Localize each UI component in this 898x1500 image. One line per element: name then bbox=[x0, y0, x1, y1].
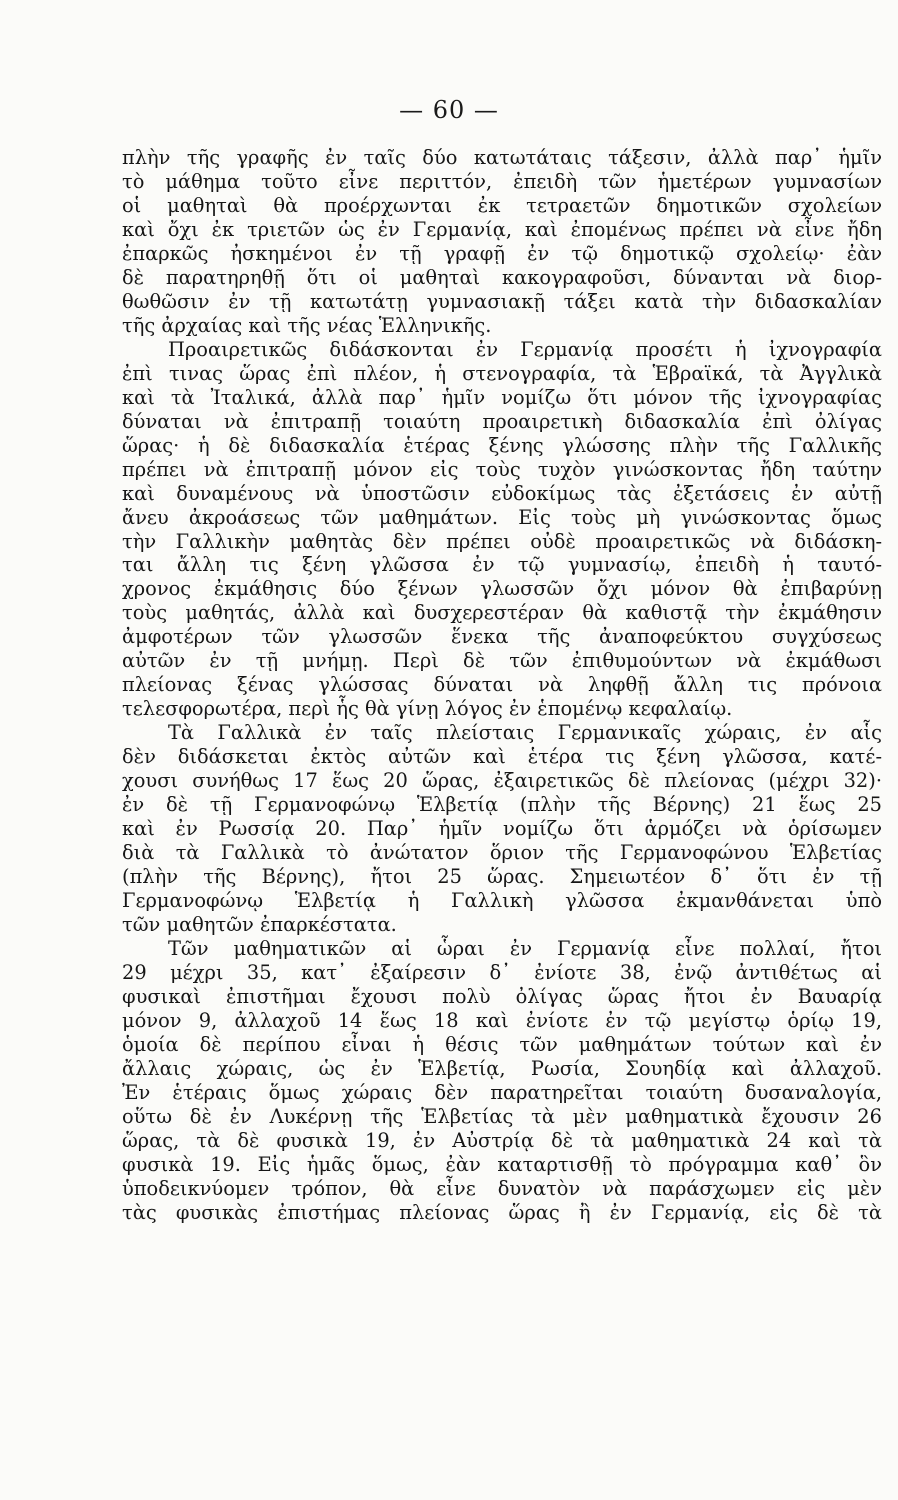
body-text bbox=[122, 146, 882, 1225]
text-line: καὶ ἐν Ρωσσίᾳ 20. Παρ᾽ ἡμῖν νομίζω ὅτι ἁρμόζει νὰ ὁρίσωμεν bbox=[122, 817, 882, 841]
page-number: — 60 — bbox=[399, 96, 499, 124]
text-line: ἄνευ ἀκροάσεως τῶν μαθημάτων. Εἰς τοὺς μὴ γινώσκοντας ὅμως bbox=[122, 505, 882, 529]
text-line: ἄλλαις χώραις, ὡς ἐν Ἑλβετίᾳ, Ρωσία, Σουηδίᾳ καὶ ἀλλαχοῦ. bbox=[122, 1056, 882, 1080]
text-line: ὁμοία δὲ περίπου εἶναι ἡ θέσις τῶν μαθημάτων τούτων καὶ ἐν bbox=[122, 1032, 882, 1056]
text-line: δύναται νὰ ἐπιτραπῇ τοιαύτη προαιρετικὴ διδασκαλία ἐπὶ ὀλίγας bbox=[122, 409, 882, 433]
text-line: πρέπει νὰ ἐπιτραπῇ μόνον εἰς τοὺς τυχὸν γινώσκοντας ἤδη ταύτην bbox=[122, 457, 882, 481]
text-line: διὰ τὰ Γαλλικὰ τὸ ἀνώτατον ὅριον τῆς Γερμανοφώνου Ἑλβετίας bbox=[122, 841, 882, 865]
text-line: τὴν Γαλλικὴν μαθητὰς δὲν πρέπει οὐδὲ προαιρετικῶς νὰ διδάσκη- bbox=[122, 529, 882, 553]
text-line: χουσι συνήθως 17 ἕως 20 ὥρας, ἐξαιρετικῶς δὲ πλείονας (μέχρι 32)· bbox=[122, 769, 882, 793]
text-line: τελεσφορωτέρα, περὶ ἧς θὰ γίνῃ λόγος ἐν ἑπομένῳ κεφαλαίῳ. bbox=[122, 697, 733, 721]
text-line: Τῶν μαθηματικῶν αἱ ὧραι ἐν Γερμανίᾳ εἶνε πολλαί, ἤτοι bbox=[168, 936, 882, 960]
text-line: θωθῶσιν ἐν τῇ κατωτάτῃ γυμνασιακῇ τάξει κατὰ τὴν διδασκαλίαν bbox=[122, 289, 882, 313]
text-line: καὶ ὄχι ἐκ τριετῶν ὡς ἐν Γερμανίᾳ, καὶ ἐπομένως πρέπει νὰ εἶνε ἤδη bbox=[122, 217, 882, 241]
text-line: δὲ παρατηρηθῇ ὅτι οἱ μαθηταὶ κακογραφοῦσι, δύνανται νὰ διορ- bbox=[122, 265, 882, 289]
text-line: Τὰ Γαλλικὰ ἐν ταῖς πλείσταις Γερμανικαῖς χώραις, ἐν αἷς bbox=[168, 721, 882, 745]
text-line: ἀμφοτέρων τῶν γλωσσῶν ἕνεκα τῆς ἀναποφεύκτου συγχύσεως bbox=[122, 625, 882, 649]
text-line: τῶν μαθητῶν ἐπαρκέστατα. bbox=[122, 913, 397, 936]
text-line: ὑποδεικνύομεν τρόπον, θὰ εἶνε δυνατὸν νὰ παράσχωμεν εἰς μὲν bbox=[122, 1176, 882, 1200]
text-line: 29 μέχρι 35, κατ᾽ ἐξαίρεσιν δ᾽ ἐνίοτε 38, ἐνῷ ἀντιθέτως αἱ bbox=[122, 960, 882, 984]
text-line: ἐπὶ τινας ὥρας ἐπὶ πλέον, ἡ στενογραφία, τὰ Ἑβραϊκά, τὰ Ἀγγλικὰ bbox=[122, 361, 882, 385]
text-line: ὥρας, τὰ δὲ φυσικὰ 19, ἐν Αὐστρίᾳ δὲ τὰ μαθηματικὰ 24 καὶ τὰ bbox=[122, 1128, 882, 1152]
text-line: τοὺς μαθητάς, ἀλλὰ καὶ δυσχερεστέραν θὰ καθιστᾷ τὴν ἐκμάθησιν bbox=[122, 601, 882, 625]
text-line: τὰς φυσικὰς ἐπιστήμας πλείονας ὥρας ἢ ἐν Γερμανίᾳ, εἰς δὲ τὰ bbox=[122, 1200, 882, 1224]
text-line: Γερμανοφώνῳ Ἑλβετίᾳ ἡ Γαλλικὴ γλῶσσα ἐκμανθάνεται ὑπὸ bbox=[122, 889, 882, 913]
text-line: καὶ τὰ Ἰταλικά, ἀλλὰ παρ᾽ ἡμῖν νομίζω ὅτι μόνον τῆς ἰχνογραφίας bbox=[122, 385, 882, 409]
text-line: μόνον 9, ἀλλαχοῦ 14 ἕως 18 καὶ ἐνίοτε ἐν τῷ μεγίστῳ ὁρίῳ 19, bbox=[122, 1008, 882, 1032]
text-line: Ἐν ἑτέραις ὅμως χώραις δὲν παρατηρεῖται τοιαύτη δυσαναλογία, bbox=[122, 1080, 882, 1104]
text-line: ὥρας· ἡ δὲ διδασκαλία ἑτέρας ξένης γλώσσης πλὴν τῆς Γαλλικῆς bbox=[122, 433, 882, 457]
text-line: πλείονας ξένας γλώσσας δύναται νὰ ληφθῇ ἄλλη τις πρόνοια bbox=[122, 673, 882, 697]
text-line: ἐπαρκῶς ἠσκημένοι ἐν τῇ γραφῇ ἐν τῷ δημοτικῷ σχολείῳ· ἐὰν bbox=[122, 241, 882, 265]
text-line: οὕτω δὲ ἐν Λυκέρνῃ τῆς Ἑλβετίας τὰ μὲν μαθηματικὰ ἔχουσιν 26 bbox=[122, 1104, 882, 1128]
text-line: ται ἄλλη τις ξένη γλῶσσα ἐν τῷ γυμνασίῳ, ἐπειδὴ ἡ ταυτό- bbox=[122, 553, 882, 577]
text-line: (πλὴν τῆς Βέρνης), ἤτοι 25 ὥρας. Σημειωτέον δ᾽ ὅτι ἐν τῇ bbox=[122, 865, 882, 889]
text-line: τῆς ἀρχαίας καὶ τῆς νέας Ἑλληνικῆς. bbox=[122, 313, 492, 337]
text-line: χρονος ἐκμάθησις δύο ξένων γλωσσῶν ὄχι μόνον θὰ ἐπιβαρύνῃ bbox=[122, 577, 882, 601]
text-line: πλὴν τῆς γραφῆς ἐν ταῖς δύο κατωτάταις τάξεσιν, ἀλλὰ παρ᾽ ἡμῖν bbox=[122, 146, 882, 169]
text-line: Προαιρετικῶς διδάσκονται ἐν Γερμανίᾳ προσέτι ἡ ἰχνογραφία bbox=[168, 337, 882, 361]
text-line: καὶ δυναμένους νὰ ὑποστῶσιν εὐδοκίμως τὰς ἐξετάσεις ἐν αὐτῇ bbox=[122, 481, 882, 505]
text-line: αὐτῶν ἐν τῇ μνήμῃ. Περὶ δὲ τῶν ἐπιθυμούντων νὰ ἐκμάθωσι bbox=[122, 649, 882, 673]
text-line: φυσικὰ 19. Εἰς ἡμᾶς ὅμως, ἐὰν καταρτισθῇ τὸ πρόγραμμα καθ᾽ ὃν bbox=[122, 1152, 882, 1176]
text-line: οἱ μαθηταὶ θὰ προέρχωνται ἐκ τετραετῶν δημοτικῶν σχολείων bbox=[122, 193, 882, 217]
text-line: δὲν διδάσκεται ἐκτὸς αὐτῶν καὶ ἑτέρα τις ξένη γλῶσσα, κατέ- bbox=[122, 745, 882, 769]
text-line: τὸ μάθημα τοῦτο εἶνε περιττόν, ἐπειδὴ τῶν ἡμετέρων γυμνασίων bbox=[122, 169, 882, 193]
text-line: ἐν δὲ τῇ Γερμανοφώνῳ Ἑλβετίᾳ (πλὴν τῆς Βέρνης) 21 ἕως 25 bbox=[122, 793, 882, 817]
text-line: φυσικαὶ ἐπιστῆμαι ἔχουσι πολὺ ὀλίγας ὥρας ἤτοι ἐν Βαυαρίᾳ bbox=[122, 984, 882, 1008]
